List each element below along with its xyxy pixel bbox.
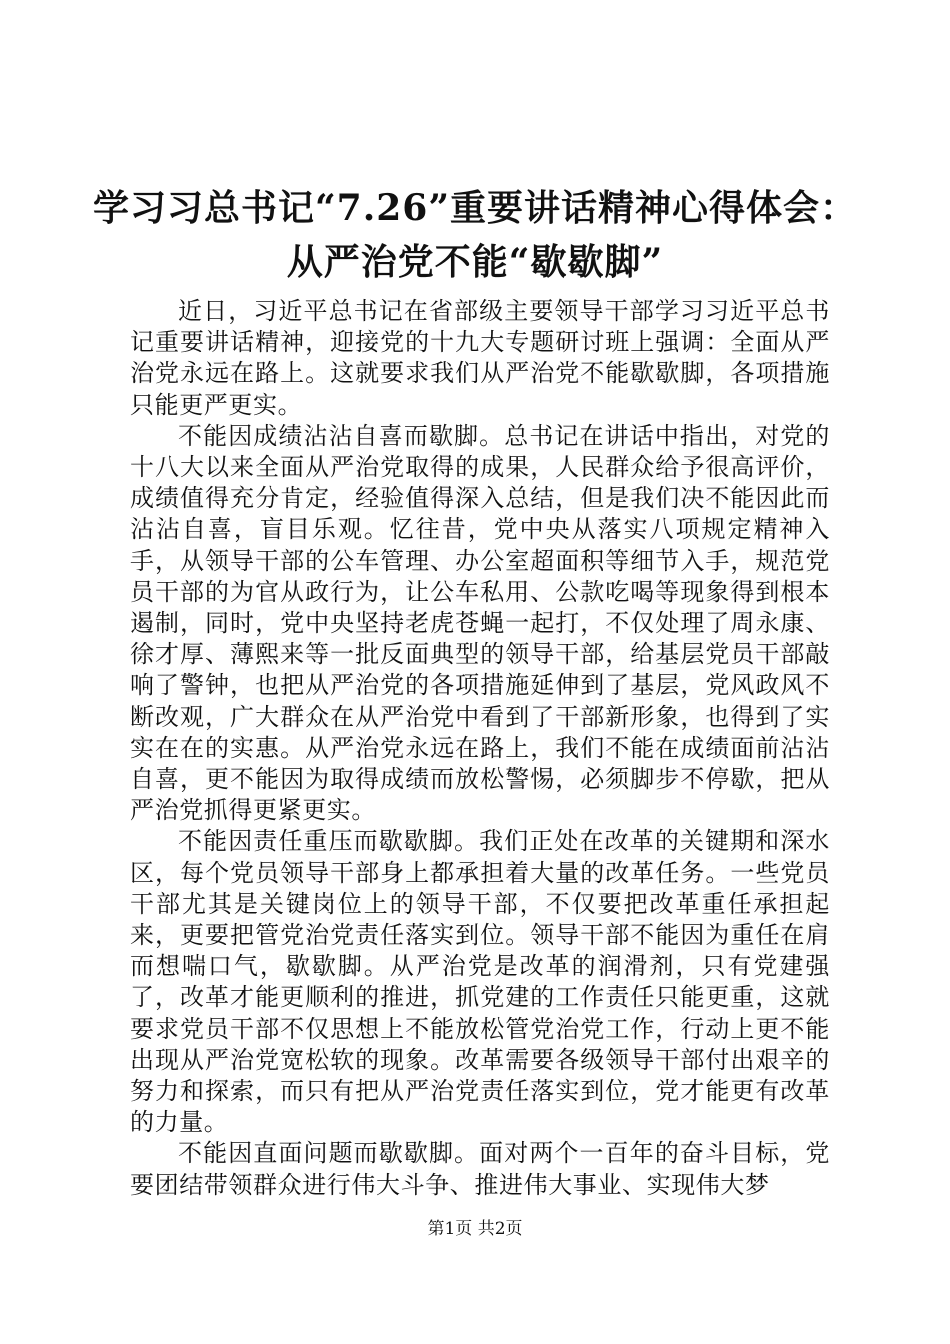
body-paragraph: 近日，习近平总书记在省部级主要领导干部学习习近平总书记重要讲话精神，迎接党的十九大专题研讨班上强调：全面从严治党永远在路上。这就要求我们从严治党不能歇歇脚，各项措施只能更严更实。: [130, 297, 830, 419]
document-title-line-2: 从严治党不能“歇歇脚”: [286, 241, 664, 283]
body-paragraph: 不能因成绩沾沾自喜而歇脚。总书记在讲话中指出，对党的十八大以来全面从严治党取得的成果，人民群众给予很高评价，成绩值得充分肯定，经验值得深入总结，但是我们决不能因此而沾沾自喜，盲目乐观。忆往昔，党中央从落实八项规定精神入手，从领导干部的公车管理、办公室超面积等细节入手，规范党员干部的为官从政行为，让公车私用、公款吃喝等现象得到根本遏制，同时，党中央坚持老虎苍蝇一起打，不仅处理了周永康、徐才厚、薄熙来等一批反面典型的领导干部，给基层党员干部敲响了警钟，也把从严治党的各项措施延伸到了基层，党风政风不断改观，广大群众在从严治党中看到了干部新形象，也得到了实实在在的实惠。从严治党永远在路上，我们不能在成绩面前沾沾自喜，更不能因为取得成绩而放松警惕，必须脚步不停歇，把从严治党抓得更紧更实。: [130, 421, 830, 825]
document-body: [130, 296, 830, 1201]
document-title-line-1: 学习习总书记“7.26”重要讲话精神心得体会：: [92, 187, 858, 229]
body-paragraph: 不能因责任重压而歇歇脚。我们正处在改革的关键期和深水区，每个党员领导干部身上都承担着大量的改革任务。一些党员干部尤其是关键岗位上的领导干部，不仅要把改革重任承担起来，更要把管党治党责任落实到位。领导干部不能因为重任在肩而想喘口气，歇歇脚。从严治党是改革的润滑剂，只有党建强了，改革才能更顺利的推进，抓党建的工作责任只能更重，这就要求党员干部不仅思想上不能放松管党治党工作，行动上更不能出现从严治党宽松软的现象。改革需要各级领导干部付出艰辛的努力和探索，而只有把从严治党责任落实到位，党才能更有改革的力量。: [130, 827, 830, 1137]
body-paragraph: 不能因直面问题而歇歇脚。面对两个一百年的奋斗目标，党要团结带领群众进行伟大斗争、推进伟大事业、实现伟大梦: [130, 1139, 830, 1199]
page-number-footer: 第1页 共2页: [427, 1219, 523, 1239]
